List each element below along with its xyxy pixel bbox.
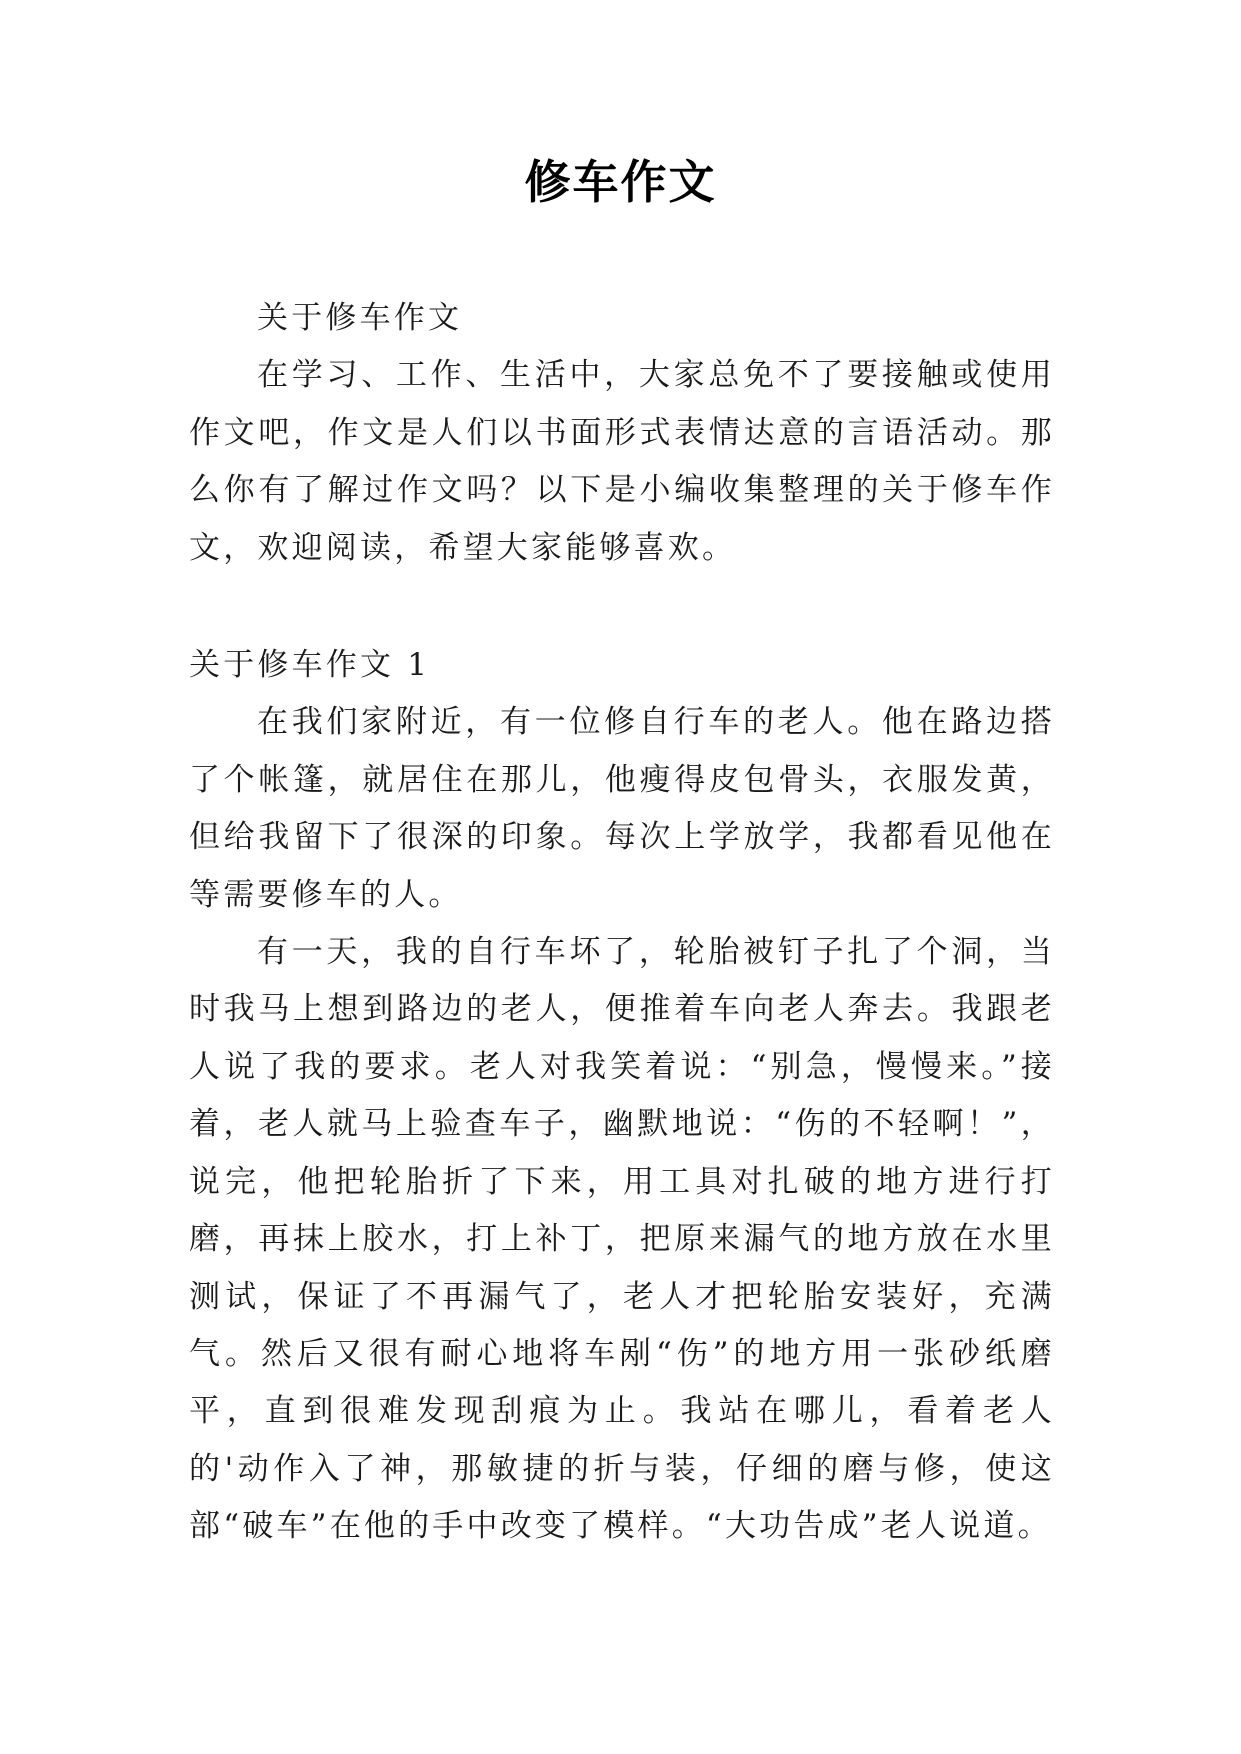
page-title: 修车作文 xyxy=(524,155,717,209)
document-subtitle: 关于修车作文 xyxy=(257,300,463,336)
document-body xyxy=(189,290,1055,1556)
body-paragraph-2: 有一天，我的自行车坏了，轮胎被钉子扎了个洞，当时我马上想到路边的老人，便推着车向老人奔去。我跟老人说了我的要求。老人对我笑着说：“别急，慢慢来。”接着，老人就马上验查车子，幽默地说：“伤的不轻啊！”，说完，他把轮胎折了下来，用工具对扎破的地方进行打磨，再抹上胶水，打上补丁，把原来漏气的地方放在水里测试，保证了不再漏气了，老人才把轮胎安装好，充满气。然后又很有耐心地将车剐“伤”的地方用一张砂纸磨平，直到很难发现刮痕为止。我站在哪儿，看着老人的'动作入了神，那敏捷的折与装，仔细的磨与修，使这部“破车”在他的手中改变了模样。“大功告成”老人说道。 xyxy=(189,934,1055,1545)
intro-paragraph: 在学习、工作、生活中，大家总免不了要接触或使用作文吧，作文是人们以书面形式表情达意的言语活动。那么你有了解过作文吗？以下是小编收集整理的关于修车作文，欢迎阅读，希望大家能够喜欢。 xyxy=(189,357,1055,566)
section-heading: 关于修车作文 1 xyxy=(189,647,431,684)
body-paragraph-1: 在我们家附近，有一位修自行车的老人。他在路边搭了个帐篷，就居住在那儿，他瘦得皮包骨头，衣服发黄，但给我留下了很深的印象。每次上学放学，我都看见他在等需要修车的人。 xyxy=(189,704,1055,913)
